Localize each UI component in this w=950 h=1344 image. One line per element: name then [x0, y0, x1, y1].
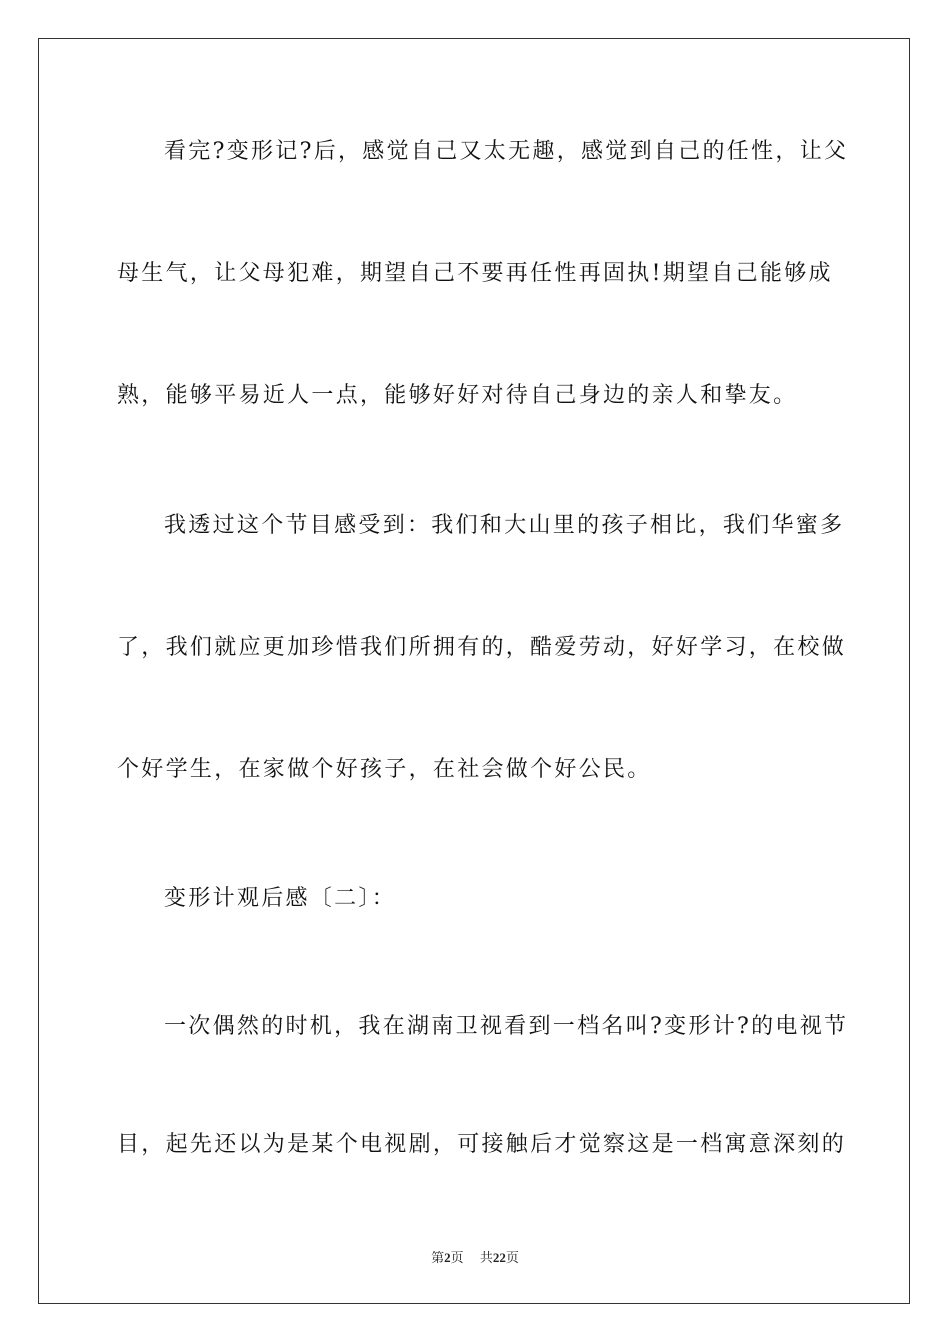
section-heading: 变形计观后感〔二〕： — [164, 886, 397, 911]
paragraph-line: 母生气，让父母犯难，期望自己不要再任性再固执!期望自己能够成 — [117, 261, 833, 286]
footer-total-prefix: 共 — [479, 1250, 493, 1265]
footer-total-suffix: 页 — [505, 1250, 519, 1265]
page-border — [38, 38, 910, 1304]
paragraph-line: 看完?变形记?后，感觉自己又太无趣，感觉到自己的任性，让父 — [164, 139, 849, 164]
paragraph-line: 一次偶然的时机，我在湖南卫视看到一档名叫?变形计?的电视节 — [164, 1014, 849, 1039]
paragraph-line: 熟，能够平易近人一点，能够好好对待自己身边的亲人和挚友。 — [117, 383, 798, 408]
paragraph-line: 个好学生，在家做个好孩子，在社会做个好公民。 — [117, 757, 652, 782]
paragraph-line: 了，我们就应更加珍惜我们所拥有的，酷爱劳动，好好学习，在校做 — [117, 635, 847, 660]
page-footer — [0, 1247, 950, 1266]
paragraph-line: 我透过这个节目感受到：我们和大山里的孩子相比，我们华蜜多 — [164, 513, 845, 538]
footer-total-pages: 22 — [492, 1250, 506, 1265]
footer-page-prefix: 第 — [431, 1250, 445, 1265]
footer-page-number: 2 — [444, 1250, 451, 1265]
footer-page-suffix: 页 — [450, 1250, 464, 1265]
paragraph-line: 目，起先还以为是某个电视剧，可接触后才觉察这是一档寓意深刻的 — [117, 1132, 847, 1157]
